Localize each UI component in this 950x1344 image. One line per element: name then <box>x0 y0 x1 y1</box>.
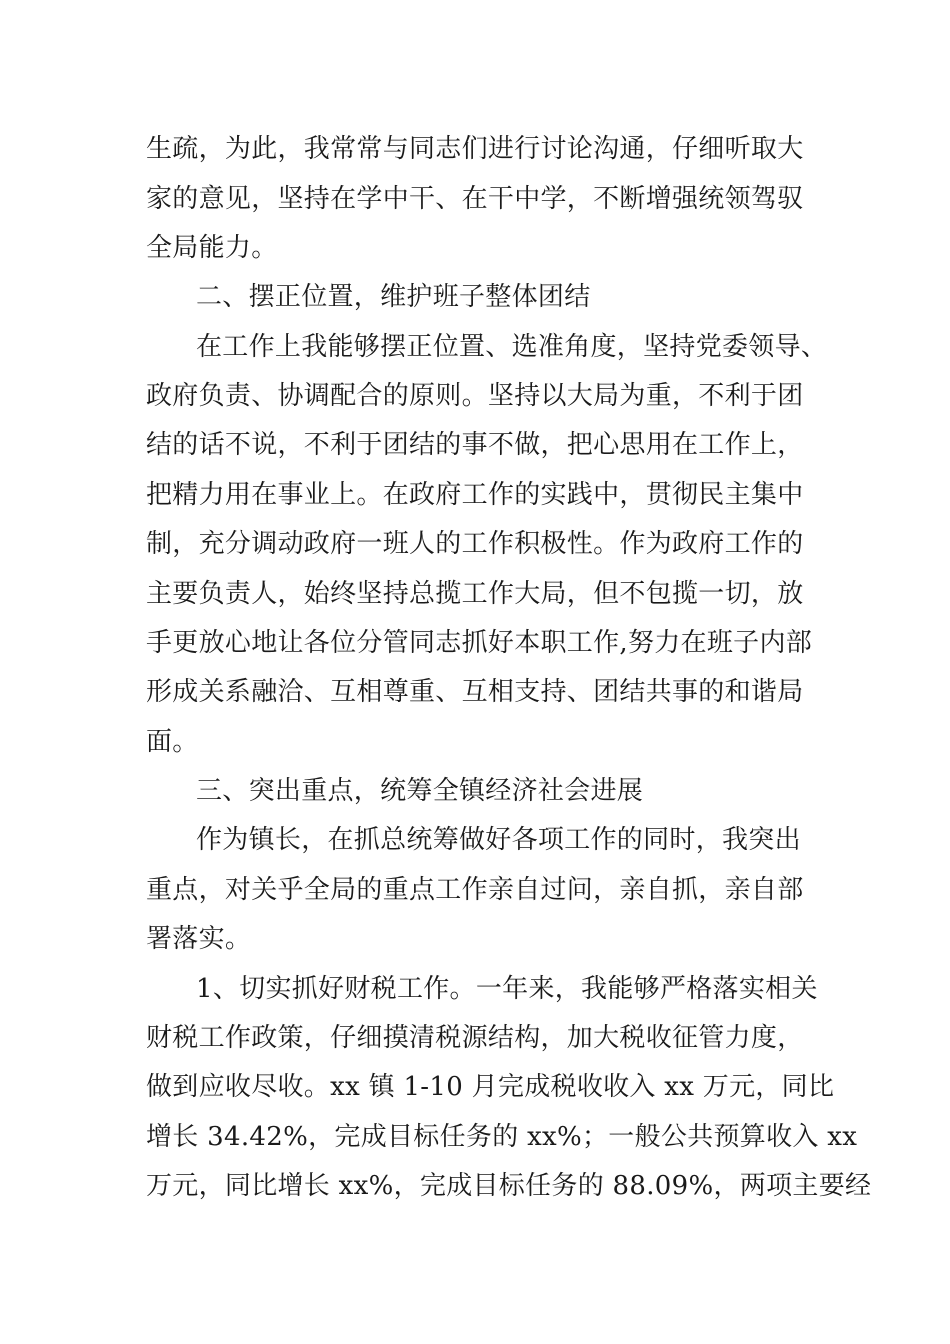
body-text-line: 1、切实抓好财税工作。一年来，我能够严格落实相关 <box>196 974 818 1004</box>
body-text-line: 制，充分调动政府一班人的工作积极性。作为政府工作的 <box>146 529 804 559</box>
body-text-line: 把精力用在事业上。在政府工作的实践中，贯彻民主集中 <box>146 480 804 510</box>
body-text-line: 生疏，为此，我常常与同志们进行讨论沟通，仔细听取大 <box>146 134 804 164</box>
body-text-line: 全局能力。 <box>146 233 278 263</box>
body-text-line: 主要负责人，始终坚持总揽工作大局，但不包揽一切，放 <box>146 579 804 609</box>
body-text-line: 形成关系融洽、互相尊重、互相支持、团结共事的和谐局 <box>146 677 804 707</box>
body-text-line: 财税工作政策，仔细摸清税源结构，加大税收征管力度， <box>146 1023 804 1053</box>
body-text-line: 家的意见，坚持在学中干、在干中学，不断增强统领驾驭 <box>146 184 804 214</box>
body-text-line: 手更放心地让各位分管同志抓好本职工作,努力在班子内部 <box>146 628 813 658</box>
body-text-line: 万元，同比增长 xx%，完成目标任务的 88.09%，两项主要经 <box>146 1171 872 1201</box>
body-text-line: 面。 <box>146 727 199 757</box>
body-text-line: 署落实。 <box>146 924 252 954</box>
section-heading: 三、突出重点，统筹全镇经济社会进展 <box>196 776 644 806</box>
body-text-line: 重点，对关乎全局的重点工作亲自过问，亲自抓，亲自部 <box>146 875 804 905</box>
body-text-line: 结的话不说，不利于团结的事不做，把心思用在工作上， <box>146 430 804 460</box>
body-text-line: 做到应收尽收。xx 镇 1-10 月完成税收收入 xx 万元，同比 <box>146 1072 835 1102</box>
section-heading: 二、摆正位置，维护班子整体团结 <box>196 282 591 312</box>
body-text-line: 在工作上我能够摆正位置、选准角度，坚持党委领导、 <box>196 332 828 362</box>
body-text-line: 作为镇长，在抓总统筹做好各项工作的同时，我突出 <box>196 825 801 855</box>
body-text-line: 政府负责、协调配合的原则。坚持以大局为重，不利于团 <box>146 381 804 411</box>
body-text-line: 增长 34.42%，完成目标任务的 xx%；一般公共预算收入 xx <box>146 1122 858 1152</box>
